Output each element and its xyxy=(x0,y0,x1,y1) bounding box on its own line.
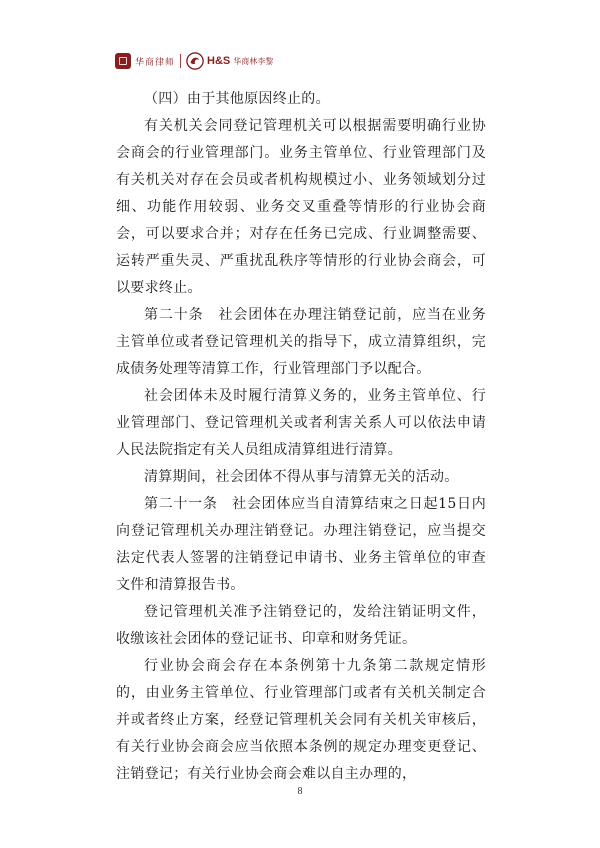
brand-right-subtext: 华商林李黎 xyxy=(233,56,274,66)
document-body xyxy=(116,86,486,788)
header-divider xyxy=(180,54,181,68)
swirl-logo-icon xyxy=(186,52,204,70)
huashang-logo xyxy=(115,53,175,69)
document-header xyxy=(115,50,273,72)
brand-left-text: 华商律师 xyxy=(135,57,176,68)
paragraph: 行业协会商会存在本条例第十九条第二款规定情形的，由业务主管单位、行业管理部门或者有关机关制定合并或者终止方案，经登记管理机关会同有关机关审核后，有关行业协会商会应当依照本条例的规定办理变更登记、注销登记；有关行业协会商会难以自主办理的， xyxy=(116,658,486,782)
paragraph: 第二十一条 社会团体应当自清算结束之日起15日内向登记管理机关办理注销登记。办理注销登记，应当提交法定代表人签署的注销登记申请书、业务主管单位的审查文件和清算报告书。 xyxy=(116,496,486,593)
paragraph: 有关机关会同登记管理机关可以根据需要明确行业协会商会的行业管理部门。业务主管单位、行业管理部门及有关机关对存在会员或者机构规模过小、业务领域划分过细、功能作用较弱、业务交叉重叠等情形的行业协会商会，可以要求合并；对存在任务已完成、行业调整需要、运转严重失灵、严重扰乱秩序等情形的行业协会商会，可以要求终止。 xyxy=(116,118,486,296)
hs-logo xyxy=(186,52,273,70)
paragraph: （四）由于其他原因终止的。 xyxy=(144,91,330,107)
paragraph: 登记管理机关准予注销登记的，发给注销证明文件，收缴该社会团体的登记证书、印章和财务凭证。 xyxy=(116,604,486,647)
brand-right-text: H&S xyxy=(207,55,231,67)
paragraph: 清算期间，社会团体不得从事与清算无关的活动。 xyxy=(144,469,459,485)
seal-icon xyxy=(115,53,131,69)
paragraph: 社会团体未及时履行清算义务的，业务主管单位、行业管理部门、登记管理机关或者利害关系人可以依法申请人民法院指定有关人员组成清算组进行清算。 xyxy=(116,388,486,458)
page-number: 8 xyxy=(297,786,303,797)
paragraph: 第二十条 社会团体在办理注销登记前，应当在业务主管单位或者登记管理机关的指导下，成立清算组织，完成债务处理等清算工作，行业管理部门予以配合。 xyxy=(116,307,486,377)
